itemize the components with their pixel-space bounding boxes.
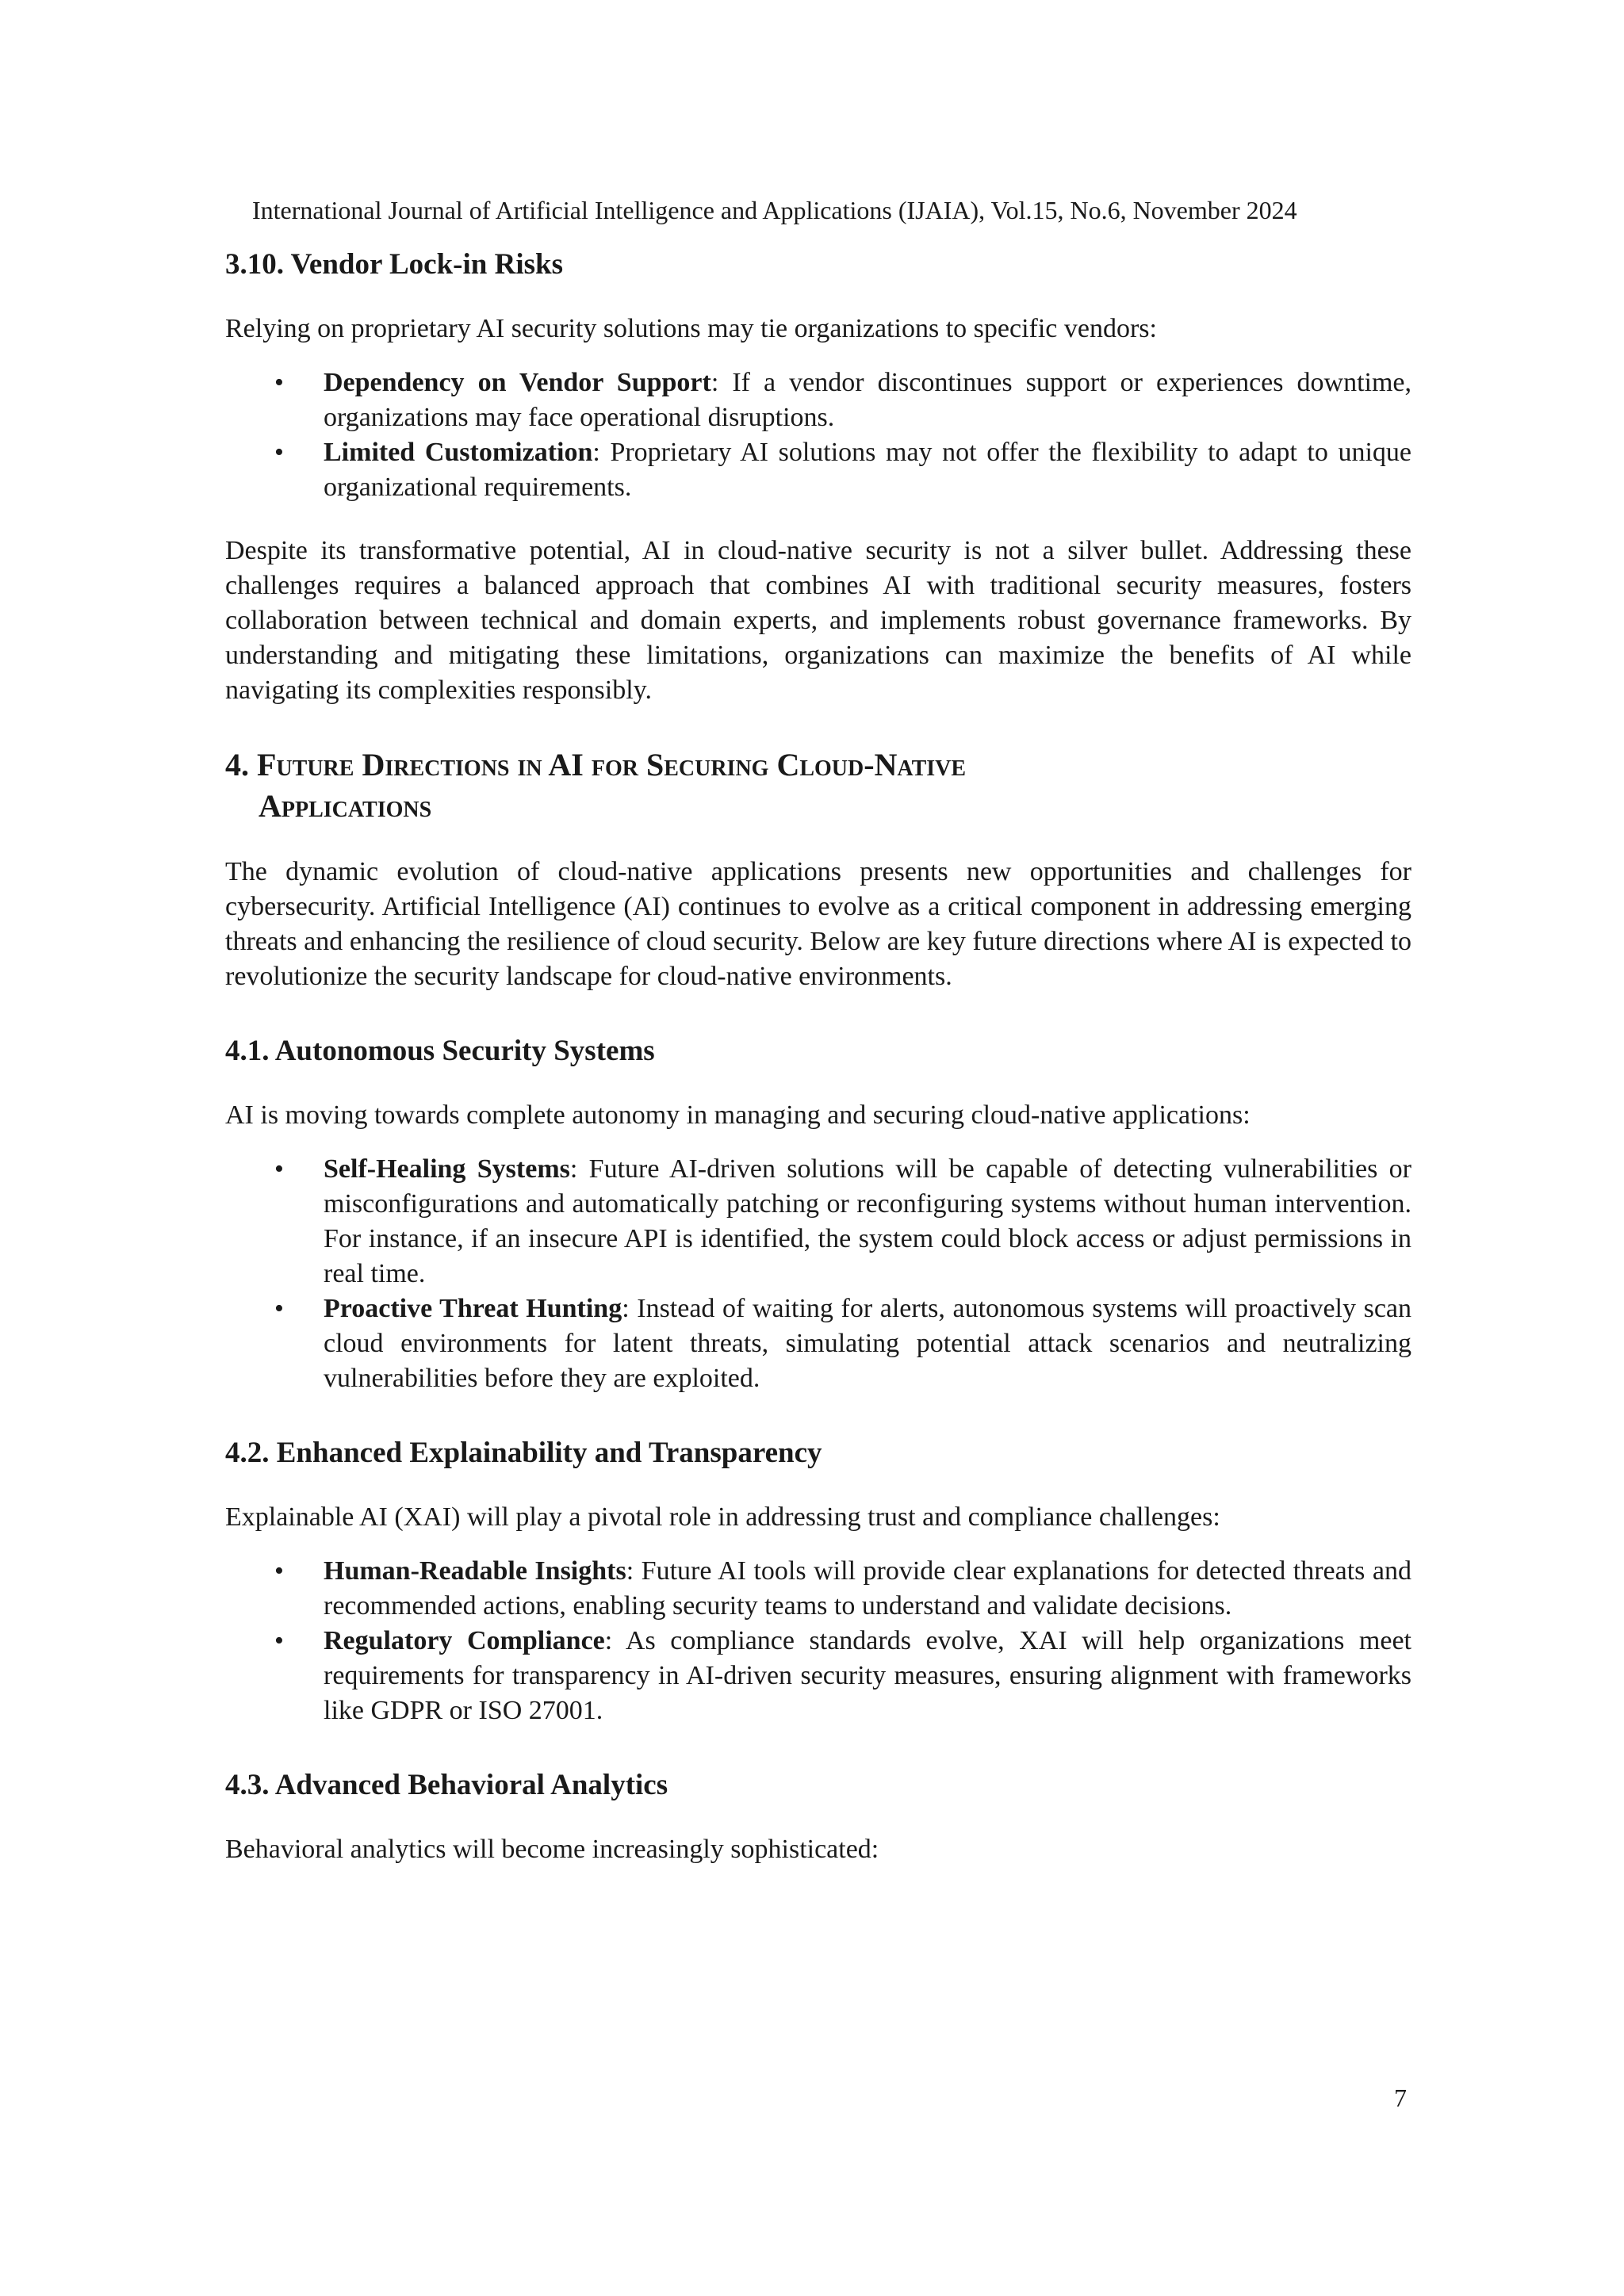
bullet-term: Human-Readable Insights xyxy=(324,1556,626,1586)
list-item xyxy=(225,1152,1411,1292)
bullet-icon: • xyxy=(274,1154,284,1184)
heading-section-4 xyxy=(225,744,1411,827)
heading-4-1: 4.1. Autonomous Security Systems xyxy=(225,1035,655,1067)
bullet-icon: • xyxy=(274,438,284,467)
intro-4-3: Behavioral analytics will become increasingly sophisticated: xyxy=(225,1835,879,1864)
heading-3-10: 3.10. Vendor Lock-in Risks xyxy=(225,248,563,281)
intro-4-1: AI is moving towards complete autonomy in managing and securing cloud-native applications: xyxy=(225,1100,1251,1130)
heading-4-2: 4.2. Enhanced Explainability and Transparency xyxy=(225,1437,822,1469)
bullet-text: : Proprietary AI solutions may not offer the flexibility to adapt to unique organizational requirements. xyxy=(324,438,1411,502)
bullet-list-4-2 xyxy=(225,1554,1411,1728)
list-item xyxy=(225,1624,1411,1728)
bullet-text: : Future AI tools will provide clear explanations for detected threats and recommended actions, enabling security teams to understand and validate decisions. xyxy=(324,1556,1411,1621)
heading-4-3: 4.3. Advanced Behavioral Analytics xyxy=(225,1769,668,1801)
closing-paragraph-3: Despite its transformative potential, AI in cloud-native security is not a silver bullet. Addressing these challenges requires a balanced approach that combines AI with traditional security measures, fosters collaboration between technical and domain experts, and implements robust governance frameworks. By understanding and mitigating these limitations, organizations can maximize the benefits of AI while navigating its complexities responsibly. xyxy=(225,536,1411,705)
intro-section-4: The dynamic evolution of cloud-native applications presents new opportunities and challenges for cybersecurity. Artificial Intelligence (AI) continues to evolve as a critical component in addressing emerging threats and enhancing the resilience of cloud security. Below are key future directions where AI is expected to revolutionize the security landscape for cloud-native environments. xyxy=(225,857,1411,991)
bullet-list-3-10 xyxy=(225,365,1411,505)
list-item xyxy=(225,435,1411,505)
bullet-term: Self-Healing Systems xyxy=(324,1154,570,1184)
bullet-term: Limited Customization xyxy=(324,438,593,467)
bullet-list-4-1 xyxy=(225,1152,1411,1396)
section-title-line-2: Applications xyxy=(259,788,432,824)
list-item xyxy=(225,1292,1411,1396)
list-item xyxy=(225,1554,1411,1624)
bullet-term: Proactive Threat Hunting xyxy=(324,1294,622,1323)
intro-3-10: Relying on proprietary AI security solutions may tie organizations to specific vendors: xyxy=(225,314,1157,343)
page-content xyxy=(225,246,1411,1867)
bullet-term: Regulatory Compliance xyxy=(324,1626,605,1655)
bullet-term: Dependency on Vendor Support xyxy=(324,368,711,397)
page-number: 7 xyxy=(1394,2084,1407,2112)
list-item xyxy=(225,365,1411,435)
bullet-text: : If a vendor discontinues support or experiences downtime, organizations may face operational disruptions. xyxy=(324,368,1411,432)
bullet-text: : Future AI-driven solutions will be capable of detecting vulnerabilities or misconfigurations and automatically patching or reconfiguring systems without human intervention. For instance, if an insecure API is identified, the system could block access or adjust permissions in real time. xyxy=(324,1154,1411,1288)
section-title-line-1: Future Directions in AI for Securing Cloud-Native xyxy=(257,747,967,783)
bullet-icon: • xyxy=(274,1556,284,1586)
intro-4-2: Explainable AI (XAI) will play a pivotal role in addressing trust and compliance challenges: xyxy=(225,1502,1220,1532)
bullet-text: : Instead of waiting for alerts, autonomous systems will proactively scan cloud environments for latent threats, simulating potential attack scenarios and neutralizing vulnerabilities before they are exploited. xyxy=(324,1294,1412,1393)
bullet-icon: • xyxy=(274,1626,284,1655)
bullet-text: : As compliance standards evolve, XAI will help organizations meet requirements for transparency in AI-driven security measures, ensuring alignment with frameworks like GDPR or ISO 27001. xyxy=(324,1626,1411,1725)
bullet-icon: • xyxy=(274,1294,284,1323)
running-head: International Journal of Artificial Intelligence and Applications (IJAIA), Vol.15, No.6, November 2024 xyxy=(252,196,1297,224)
section-number: 4. xyxy=(225,747,249,783)
bullet-icon: • xyxy=(274,368,284,397)
